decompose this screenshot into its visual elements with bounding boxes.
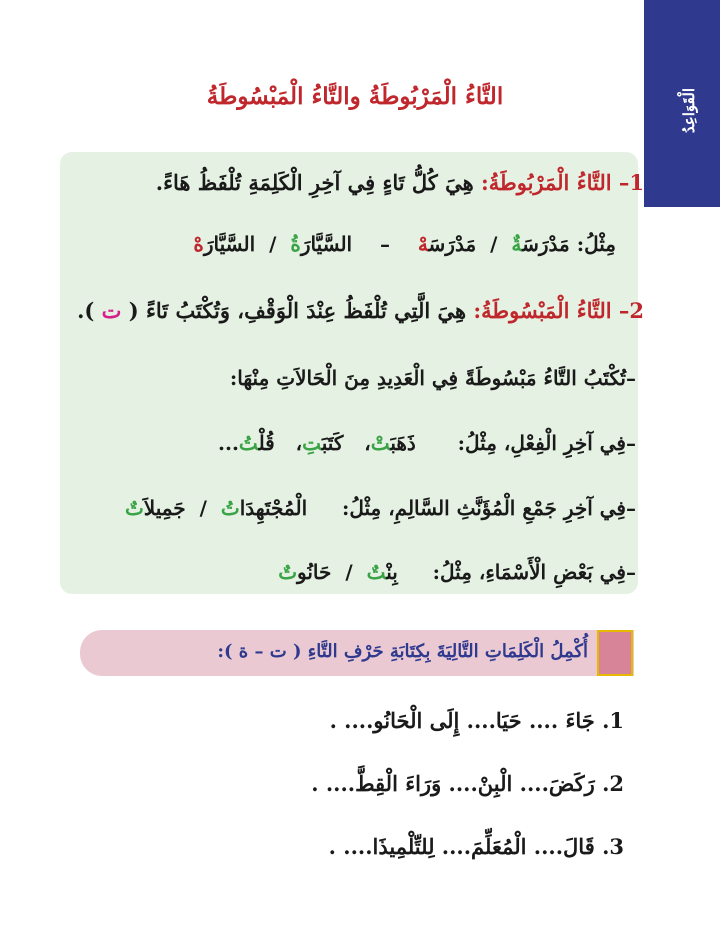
item-text: جَاءَ .... حَيَا.... إِلَى الْحَانُو.... . bbox=[329, 708, 595, 733]
example-word: ذَهَبَتْ bbox=[370, 431, 416, 455]
example-word: مَدْرَسَهْ bbox=[417, 232, 477, 256]
exercise-item[interactable] bbox=[330, 708, 624, 733]
rule1-term: التَّاءُ الْمَرْبُوطَةُ: bbox=[481, 170, 612, 195]
example-word: مَدْرَسَةٌ bbox=[511, 232, 570, 256]
example-word: قُلْتُ... bbox=[218, 431, 275, 455]
rule2-letter: ت bbox=[101, 298, 122, 323]
item-text: قَالَ.... الْمُعَلِّمَ.... لِلتِّلْمِيذَا.... . bbox=[328, 834, 595, 859]
section-tab-label: الْقَوَاعِدُ bbox=[680, 88, 698, 134]
separator: / bbox=[490, 232, 498, 256]
rule2-number: 2– bbox=[618, 298, 644, 323]
cases-intro: –تُكْتَبُ التَّاءُ مَبْسُوطَةً فِي الْعَدِيدِ مِنَ الْحَالاَتِ مِنْهَا: bbox=[229, 366, 636, 390]
exercise-marker bbox=[597, 630, 633, 676]
example-word: الْمُجْتَهِدَاتُ bbox=[220, 496, 308, 520]
case-label: –فِي آخِرِ جَمْعِ الْمُؤَنَّثِ السَّالِمِ، مِثْلُ: bbox=[341, 496, 636, 520]
example-label: مِثْلُ: bbox=[576, 232, 616, 256]
item-number: 1. bbox=[602, 708, 624, 733]
separator: / bbox=[269, 232, 277, 256]
example-word: السَّيَّارَهْ bbox=[193, 232, 256, 256]
case-verb: –فِي آخِرِ الْفِعْلِ، مِثْلُ: ذَهَبَتْ، كَتَبَتِ، قُلْتُ... bbox=[218, 431, 636, 455]
case-plural bbox=[125, 496, 636, 520]
exercise-item[interactable] bbox=[311, 771, 624, 796]
rule1-number: 1– bbox=[618, 170, 644, 195]
item-text: رَكَضَ.... الْبِنْ.... وَرَاءَ الْقِطَّ.... . bbox=[311, 771, 595, 796]
rule2-line bbox=[77, 298, 644, 323]
case-label: –فِي آخِرِ الْفِعْلِ، مِثْلُ: bbox=[457, 431, 636, 455]
separator: / bbox=[345, 560, 353, 584]
case-nouns bbox=[278, 560, 636, 584]
separator: / bbox=[199, 496, 207, 520]
exercise-instruction: أُكْمِلُ الْكَلِمَاتِ التَّالِيَةَ بِكِتَابَةِ حَرْفِ التَّاءِ ( ت – ة ): bbox=[217, 641, 588, 662]
page-title: التَّاءُ الْمَرْبُوطَةُ والتَّاءُ الْمَبْسُوطَةُ bbox=[206, 83, 504, 110]
rule1-definition: هِيَ كُلُّ تَاءٍ فِي آخِرِ الْكَلِمَةِ تُلْفَظُ هَاءً. bbox=[155, 170, 474, 195]
item-number: 2. bbox=[602, 771, 624, 796]
item-number: 3. bbox=[602, 834, 624, 859]
rule1-line bbox=[156, 170, 644, 195]
rule2-definition: هِيَ الَّتِي تُلْفَظُ عِنْدَ الْوَقْفِ، وَتُكْتَبُ تَاءً ( bbox=[128, 298, 467, 323]
rule2-close: ). bbox=[77, 298, 95, 323]
rule1-examples bbox=[193, 232, 616, 256]
example-word: كَتَبَتِ bbox=[302, 431, 344, 455]
section-tab[interactable] bbox=[644, 0, 720, 207]
example-word: جَمِيلاَتٌ bbox=[124, 496, 186, 520]
rule2-term: التَّاءُ الْمَبْسُوطَةُ: bbox=[473, 298, 612, 323]
case-label: –فِي بَعْضِ الْأَسْمَاءِ، مِثْلُ: bbox=[432, 560, 636, 584]
example-word: بِنْتٌ bbox=[366, 560, 398, 584]
separator: – bbox=[379, 232, 390, 256]
example-word: السَّيَّارَةُ bbox=[290, 232, 353, 256]
exercise-item[interactable] bbox=[329, 834, 624, 859]
example-word: حَانُوتٌ bbox=[278, 560, 332, 584]
